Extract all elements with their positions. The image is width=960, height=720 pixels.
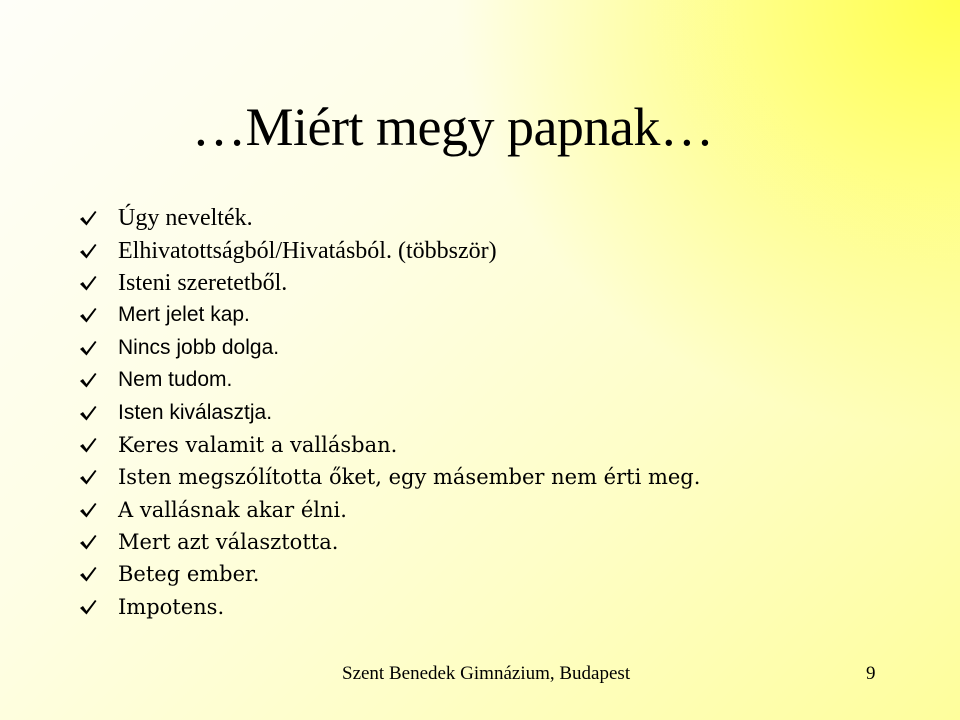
bullet-text: Keres valamit a vallásban. [118,432,398,457]
checkmark-icon [78,468,118,486]
checkmark-icon [78,371,118,389]
footer-text: Szent Benedek Gimnázium, Budapest [342,663,631,684]
bullet-list [78,202,700,623]
list-item [78,591,700,623]
list-item [78,494,700,526]
checkmark-icon [78,209,118,227]
list-item [78,202,700,234]
checkmark-icon [78,242,118,260]
bullet-text: Elhivatottságból/Hivatásból. (többször) [118,237,497,264]
list-item [78,234,700,266]
checkmark-icon [78,436,118,454]
list-item [78,332,700,364]
bullet-text: Úgy nevelték. [118,205,253,232]
bullet-text: Isten kiválasztja. [118,400,273,424]
bullet-text: Nincs jobb dolga. [118,335,280,359]
checkmark-icon [78,339,118,357]
list-item [78,364,700,396]
list-item [78,461,700,493]
checkmark-icon [78,598,118,616]
bullet-text: Mert jelet kap. [118,303,250,327]
bullet-text: Mert azt választotta. [118,530,339,555]
checkmark-icon [78,565,118,583]
checkmark-icon [78,274,118,292]
list-item [78,267,700,299]
list-item [78,396,700,428]
list-item [78,526,700,558]
checkmark-icon [78,306,118,324]
list-item [78,558,700,590]
checkmark-icon [78,533,118,551]
checkmark-icon [78,501,118,519]
list-item [78,429,700,461]
bullet-text: Beteg ember. [118,562,260,587]
bullet-text: Nem tudom. [118,368,233,392]
slide-title: …Miért megy papnak… [192,97,714,157]
bullet-text: A vallásnak akar élni. [118,497,347,522]
page-number: 9 [866,663,876,684]
bullet-text: Impotens. [118,594,225,619]
checkmark-icon [78,404,118,422]
bullet-text: Isten megszólította őket, egy másember nem érti meg. [118,465,701,490]
bullet-text: Isteni szeretetből. [118,269,288,296]
list-item [78,299,700,331]
